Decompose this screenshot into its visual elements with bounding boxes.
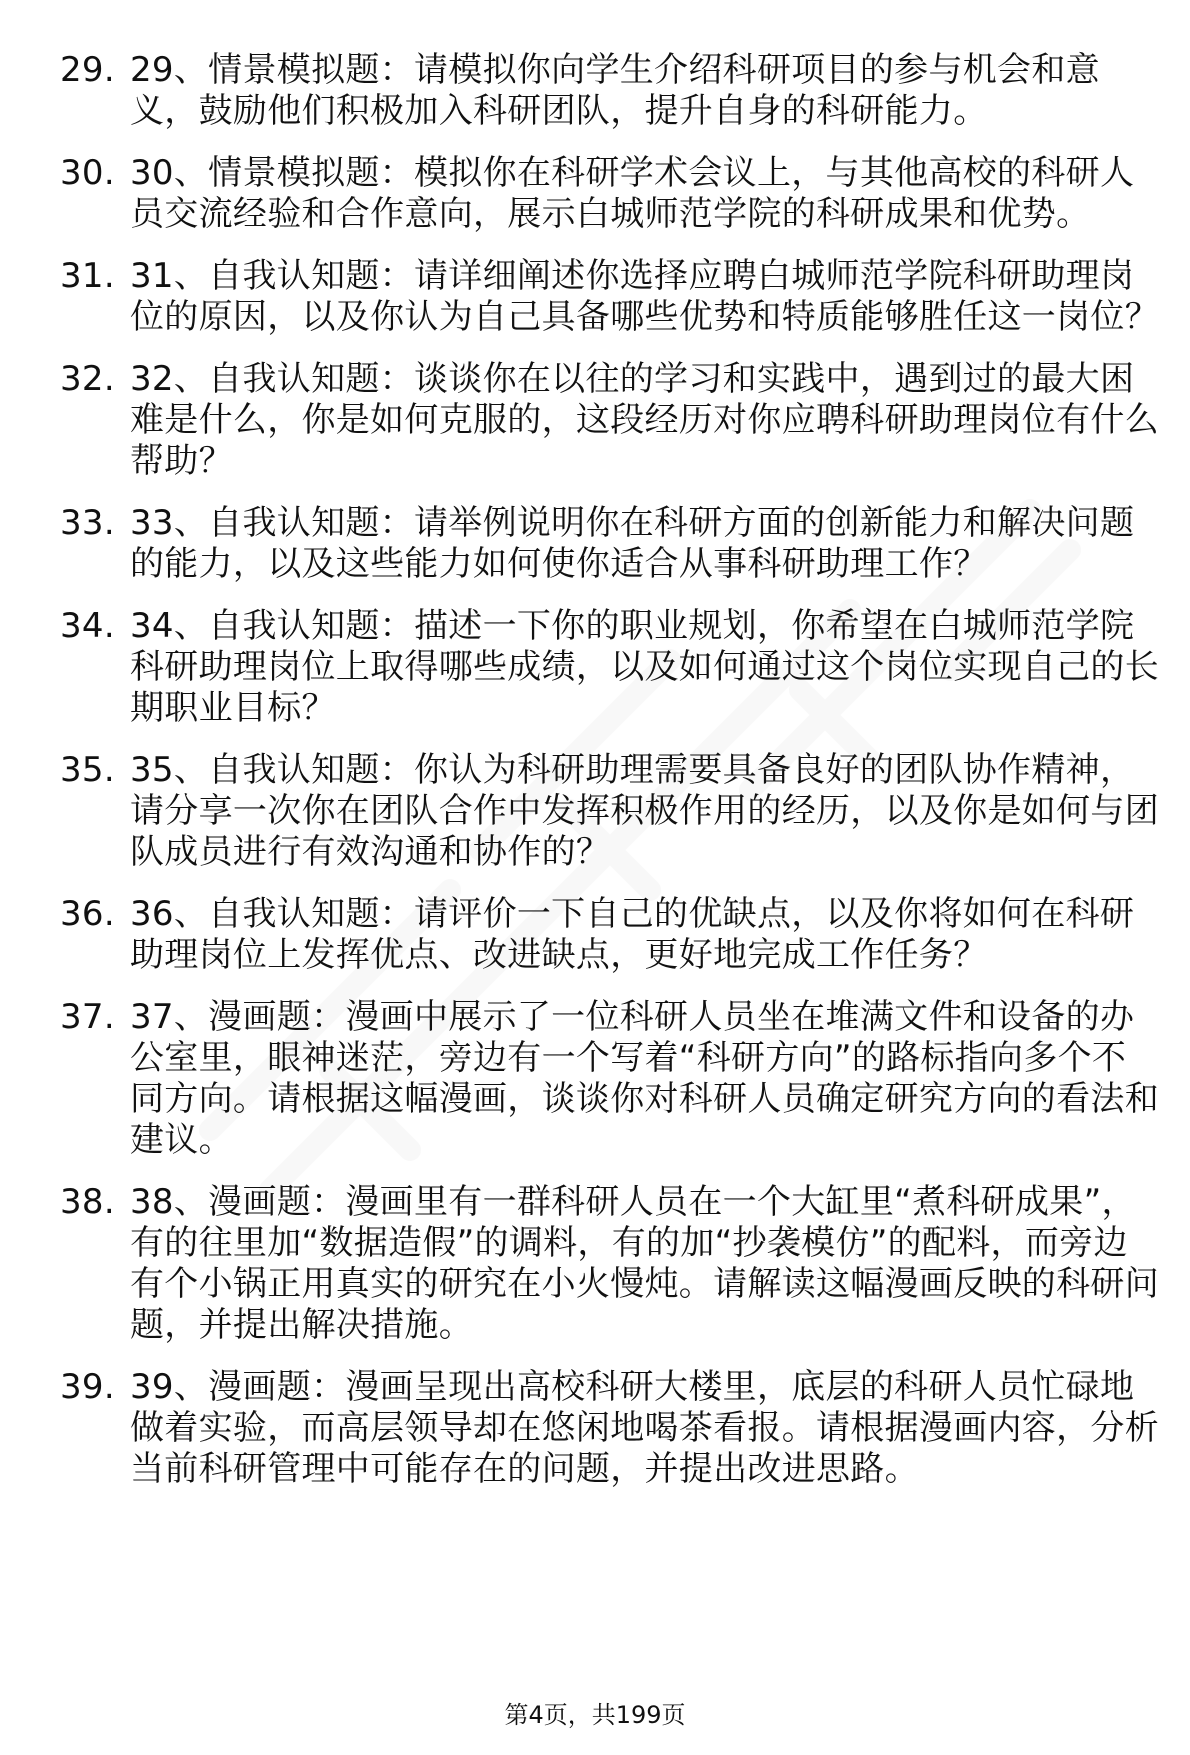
question-item-33	[60, 503, 1160, 585]
question-text: 30、情景模拟题：模拟你在科研学术会议上，与其他高校的科研人员交流经验和合作意向，展示白城师范学院的科研成果和优势。	[130, 153, 1135, 234]
question-number: 31.	[60, 256, 115, 296]
question-number: 39.	[60, 1367, 115, 1407]
question-item-36	[60, 894, 1160, 976]
question-item-34	[60, 606, 1160, 729]
question-text: 38、漫画题：漫画里有一群科研人员在一个大缸里“煮科研成果”，有的往里加“数据造假”的调料，有的加“抄袭模仿”的配料，而旁边有个小锅正用真实的研究在小火慢炖。请解读这幅漫画反映的科研问题，并提出解决措施。	[130, 1182, 1159, 1345]
question-number: 38.	[60, 1182, 115, 1222]
question-text: 35、自我认知题：你认为科研助理需要具备良好的团队协作精神，请分享一次你在团队合作中发挥积极作用的经历，以及你是如何与团队成员进行有效沟通和协作的？	[130, 750, 1159, 872]
question-item-31	[60, 256, 1160, 338]
question-number: 32.	[60, 359, 115, 399]
question-text: 36、自我认知题：请评价一下自己的优缺点，以及你将如何在科研助理岗位上发挥优点、改进缺点，更好地完成工作任务？	[130, 894, 1135, 975]
question-text: 33、自我认知题：请举例说明你在科研方面的创新能力和解决问题的能力，以及这些能力如何使你适合从事科研助理工作？	[130, 503, 1135, 584]
question-item-39	[60, 1367, 1160, 1490]
question-number: 37.	[60, 997, 115, 1037]
question-list	[60, 50, 1160, 1511]
question-number: 36.	[60, 894, 115, 934]
question-item-30	[60, 153, 1160, 235]
question-text: 32、自我认知题：谈谈你在以往的学习和实践中，遇到过的最大困难是什么，你是如何克服的，这段经历对你应聘科研助理岗位有什么帮助？	[130, 359, 1159, 481]
question-number: 34.	[60, 606, 115, 646]
question-item-37	[60, 997, 1160, 1161]
question-text: 39、漫画题：漫画呈现出高校科研大楼里，底层的科研人员忙碌地做着实验，而高层领导却在悠闲地喝茶看报。请根据漫画内容，分析当前科研管理中可能存在的问题，并提出改进思路。	[130, 1367, 1159, 1489]
question-number: 35.	[60, 750, 115, 790]
page-footer	[0, 1700, 1190, 1730]
question-text: 29、情景模拟题：请模拟你向学生介绍科研项目的参与机会和意义，鼓励他们积极加入科研团队，提升自身的科研能力。	[130, 50, 1100, 131]
question-number: 30.	[60, 153, 115, 193]
page-number: 第4页，共199页	[504, 1701, 686, 1729]
question-item-29	[60, 50, 1160, 132]
question-item-38	[60, 1182, 1160, 1346]
question-number: 29.	[60, 50, 115, 90]
question-number: 33.	[60, 503, 115, 543]
question-text: 37、漫画题：漫画中展示了一位科研人员坐在堆满文件和设备的办公室里，眼神迷茫，旁边有一个写着“科研方向”的路标指向多个不同方向。请根据这幅漫画，谈谈你对科研人员确定研究方向的看法和建议。	[130, 997, 1159, 1160]
question-item-35	[60, 750, 1160, 873]
question-item-32	[60, 359, 1160, 482]
question-text: 34、自我认知题：描述一下你的职业规划，你希望在白城师范学院科研助理岗位上取得哪些成绩，以及如何通过这个岗位实现自己的长期职业目标？	[130, 606, 1159, 728]
question-text: 31、自我认知题：请详细阐述你选择应聘白城师范学院科研助理岗位的原因，以及你认为自己具备哪些优势和特质能够胜任这一岗位？	[130, 256, 1159, 337]
